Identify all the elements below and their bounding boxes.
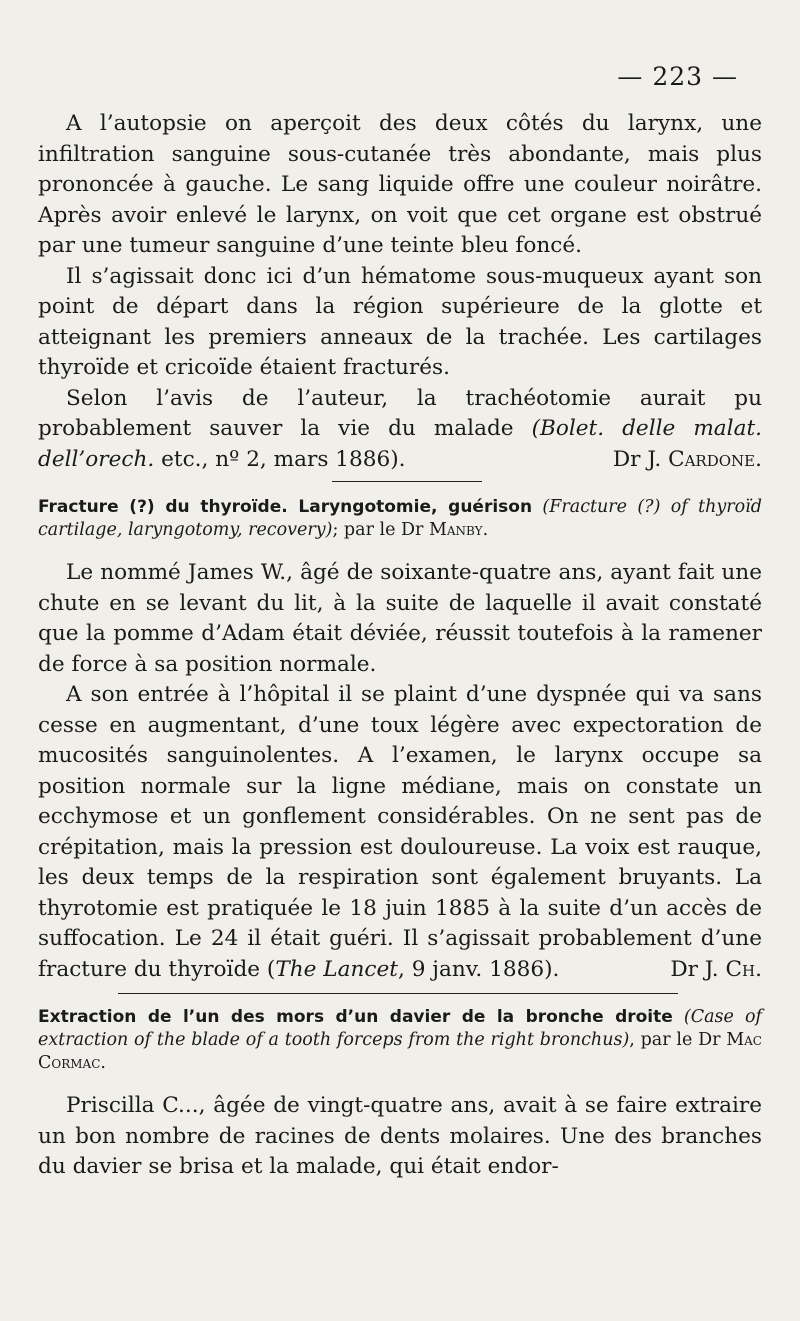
page-number: — 223 — — [617, 62, 738, 91]
section3-author-prefix: , par le Dr — [629, 1030, 727, 1050]
section1-signature-name: Cardone. — [668, 446, 762, 472]
section3-author-name: Mac Cormac. — [38, 1030, 762, 1073]
section-divider-2 — [118, 993, 678, 994]
section2-paragraph-1: Le nommé James W., âgé de soixante-quatre ans, ayant fait une chute en se levant du lit, à la suite de laquelle il avait constaté que la pomme d’Adam était déviée, réussit toutefois à la ramener de force à sa position normale. — [38, 560, 762, 677]
section3-heading — [38, 1006, 762, 1075]
section2-signature — [642, 955, 762, 986]
section2-reference: The Lancet — [275, 956, 398, 982]
section2-heading — [38, 496, 762, 542]
page — [38, 62, 762, 1183]
section2-title: Fracture (?) du thyroïde. Laryngotomie, guérison — [38, 497, 533, 517]
section2-author-prefix: ; par le Dr — [332, 520, 429, 540]
section2-paragraph-2 — [38, 680, 762, 985]
section1-paragraph-3 — [38, 384, 762, 476]
section1-paragraph-1: A l’autopsie on aperçoit des deux côtés du larynx, une infiltration sanguine sous-cutanée très abondante, mais plus prononcée à gauche. Le sang liquide offre une couleur noirâtre. Après avoir enlevé le larynx, on voit que cet organe est obstrué par une tumeur sanguine d’une teinte bleu foncé. — [38, 111, 762, 258]
section2-signature-name: Ch. — [725, 956, 762, 982]
section-divider — [332, 481, 482, 482]
section1-reference-end: etc., nº 2, mars 1886). — [161, 446, 406, 472]
section1-paragraph-3-text: Selon l’avis de l’auteur, la trachéotomie aurait pu probablement sauver la vie du malade — [38, 385, 762, 441]
section1-paragraph-2: Il s’agissait donc ici d’un hématome sous-muqueux ayant son point de départ dans la région supérieure de la glotte et atteignant les premiers anneaux de la trachée. Les cartilages thyroïde et cricoïde étaient fracturés. — [38, 263, 762, 380]
section2-author-name: Manby. — [428, 520, 489, 540]
section2-signature-prefix: Dr J. — [670, 956, 726, 982]
section1-signature-prefix: Dr J. — [612, 446, 669, 472]
section2-reference-end: , 9 janv. 1886). — [397, 956, 560, 982]
section2-paragraph-2-text: A son entrée à l’hôpital il se plaint d’une dyspnée qui va sans cesse en augmentant, d’une toux légère avec expectoration de mucosités sanguinolentes. A l’examen, le larynx occupe sa position normale sur la ligne médiane, mais on constate un ecchymose et un gonflement considérables. On ne sent pas de crépitation, mais la pression est douloureuse. La voix est rauque, les deux temps de la respiration sont également bruyants. La thyrotomie est pratiquée le 18 juin 1885 à la suite d’un accès de suffocation. Le 24 il était guéri. Il s’agissait probablement d’une fracture du thyroïde ( — [38, 682, 762, 982]
section3-subtitle: (Case of extraction of the blade of a tooth forceps from the right bronchus) — [38, 1007, 762, 1050]
section1-signature — [585, 445, 762, 476]
section1-reference: (Bolet. delle malat. dell’orech. — [38, 416, 762, 472]
section2-subtitle: (Fracture (?) of thyroïd cartilage, laryngotomy, recovery) — [38, 497, 762, 540]
section3-title: Extraction de l’un des mors d’un davier de la bronche droite — [38, 1007, 673, 1027]
section3-paragraph-1: Priscilla C..., âgée de vingt-quatre ans, avait à se faire extraire un bon nombre de racines de dents molaires. Une des branches du davier se brisa et la malade, qui était endor- — [38, 1093, 762, 1179]
